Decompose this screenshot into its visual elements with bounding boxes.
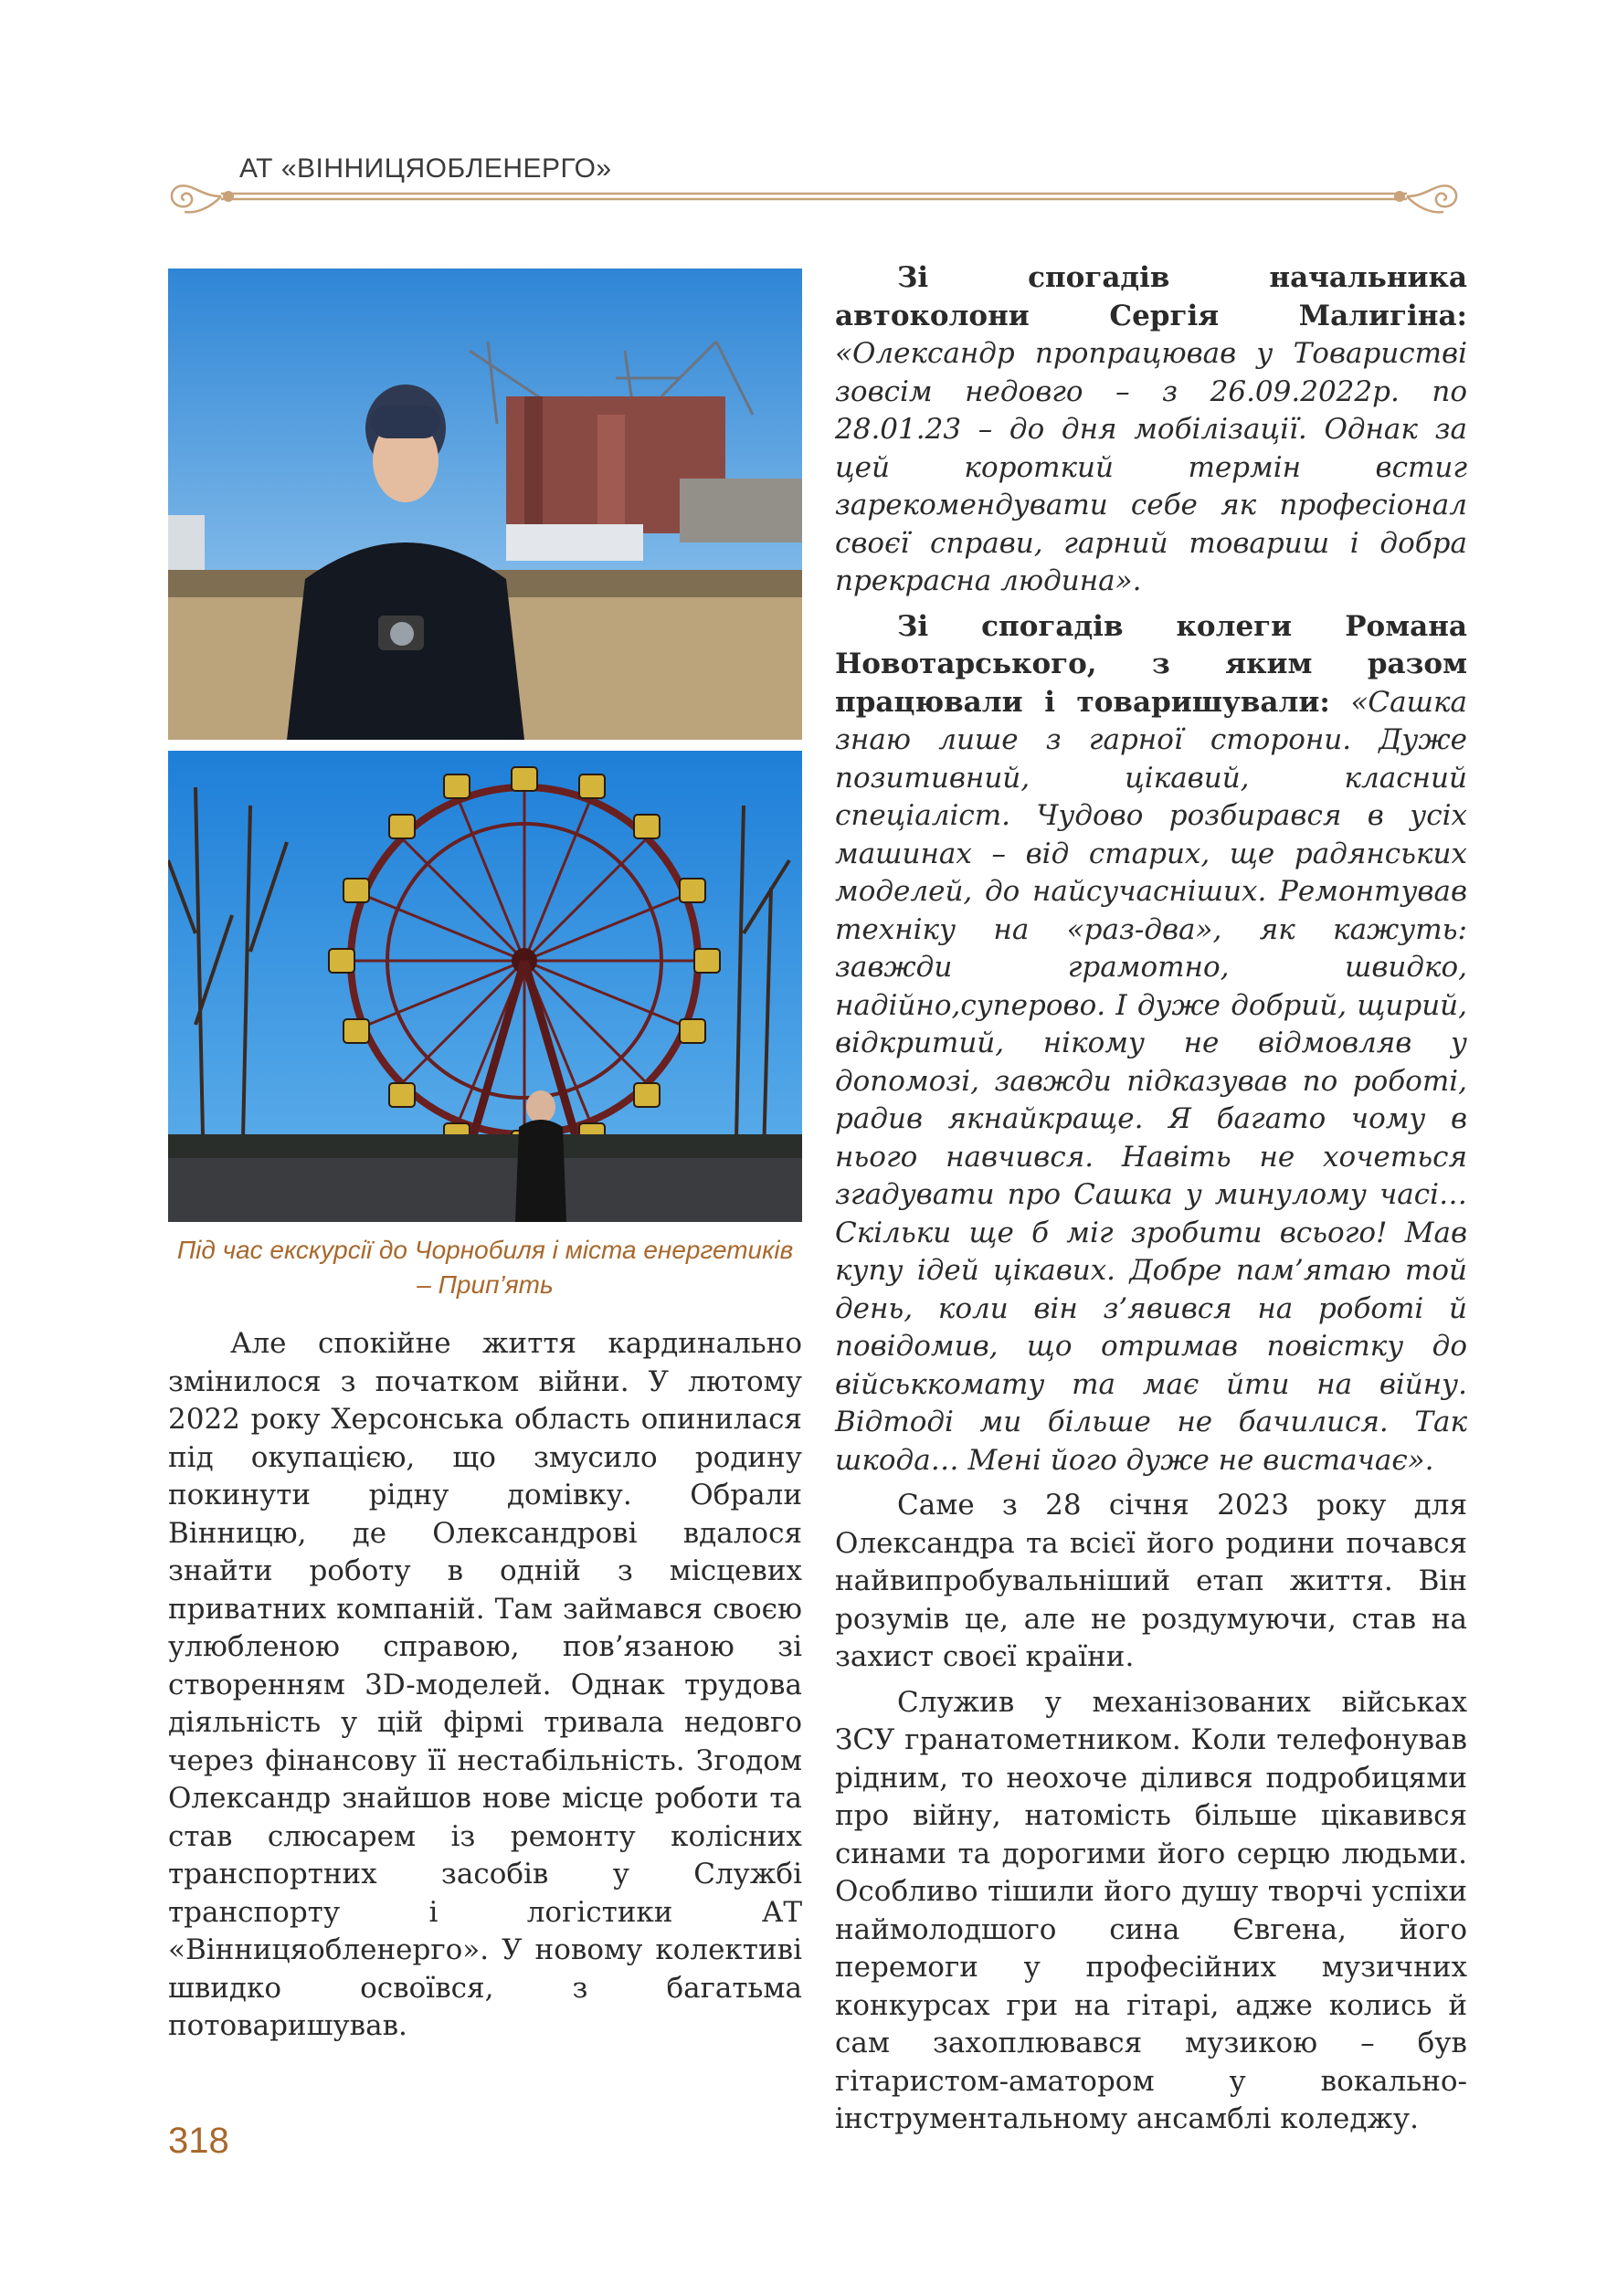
quote-malygin-text: «Олександр пропрацював у Товаристві зовсім недовго – з 26.09.2022р. по 28.01.23 – до дня мобілізації. Однак за цей короткий термін встиг зарекомендувати себе як професіонал своєї справи, гарний товариш і добра прекрасна людина». xyxy=(835,337,1467,597)
paragraph-war-and-relocation: Але спокійне життя кардинально змінилося з початком війни. У лютому 2022 року Херсонська область опинилася під окупацією, що змусило родину покинути рідну домівку. Обрали Вінницю, де Олександрові вдалося знайти роботу в одній з місцевих приватних компаній. Там займався своєю улюбленою справою, пов’язаною зі створенням 3D-моделей. Однак трудова діяльність у цій фірмі тривала недовго через фінансову її нестабільність. Згодом Олександр знайшов нове місце роботи та став слюсарем із ремонту колісних транспортних засобів у Службі транспорту і логістики АТ «Вінницяобленерго». У новому колективі швидко освоївся, з багатьма потоваришував. xyxy=(168,1327,802,2042)
quote-malygin-lead: Зі спогадів начальника автоколони Сергія Малигіна: xyxy=(835,261,1467,332)
left-text-column xyxy=(168,1325,802,2046)
paragraph-mobilization: Саме з 28 січня 2023 року для Олександра та всієї його родини почався найвипробувальніший етап життя. Він розумів це, але не роздумуючи, став на захист своєї країни. xyxy=(835,1489,1467,1673)
photo-caption: Під час екскурсії до Чорнобиля і міста енергетиків – Прип’ять xyxy=(176,1236,794,1299)
right-text-column xyxy=(835,259,1467,2139)
running-head: АТ «ВІННИЦЯОБЛЕНЕРГО» xyxy=(239,153,612,184)
quote-novotarskyi xyxy=(835,608,1467,1480)
paragraph-service: Служив у механізованих військах ЗСУ гранатометником. Коли телефонував рідним, то неохоче ділився подробицями про війну, натомість більше цікавився синами та дорогими його серцю людьми. Особливо тішили його душу творчі успіхи наймолодшого сина Євгена, його перемоги у професійних музичних конкурсах гри на гітарі, адже колись й сам захоплювався музикою – був гітаристом-аматором у вокально-інструментальному ансамблі коледжу. xyxy=(835,1685,1467,2135)
photo-ferris-wheel-pripyat xyxy=(168,751,802,1222)
photo-man-at-chernobyl-plant xyxy=(168,269,802,740)
header-ornament-rule xyxy=(164,172,1464,226)
quote-novotarskyi-text: «Сашка знаю лише з гарної сторони. Дуже позитивний, цікавий, класний спеціаліст. Чудово розбирався в усіх машинах – від старих, ще радянських моделей, до найсучасніших. Ремонтував техніку на «раз-два», як кажуть: завжди грамотно, швидко, надійно,суперово. І дуже добрий, щирий, відкритий, нікому не відмовляв у допомозі, завжди підказував по роботі, радив якнайкраще. Я багато чому в нього навчився. Навіть не хочеться згадувати про Сашка у минулому часі…Скільки ще б міг зробити всього! Мав купу ідей цікавих. Добре пам’ятаю той день, коли він з’явився на роботі й повідомив, що отримав повістку до військкомату та має йти на війну. Відтоді ми більше не бачилися. Так шкода… Мені його дуже не вистачає». xyxy=(835,685,1467,1477)
page-number: 318 xyxy=(168,2121,229,2161)
quote-malygin xyxy=(835,259,1467,601)
quote-novotarskyi-lead: Зі спогадів колеги Романа Новотарського, з яким разом працювали і товаришували: xyxy=(835,609,1467,719)
